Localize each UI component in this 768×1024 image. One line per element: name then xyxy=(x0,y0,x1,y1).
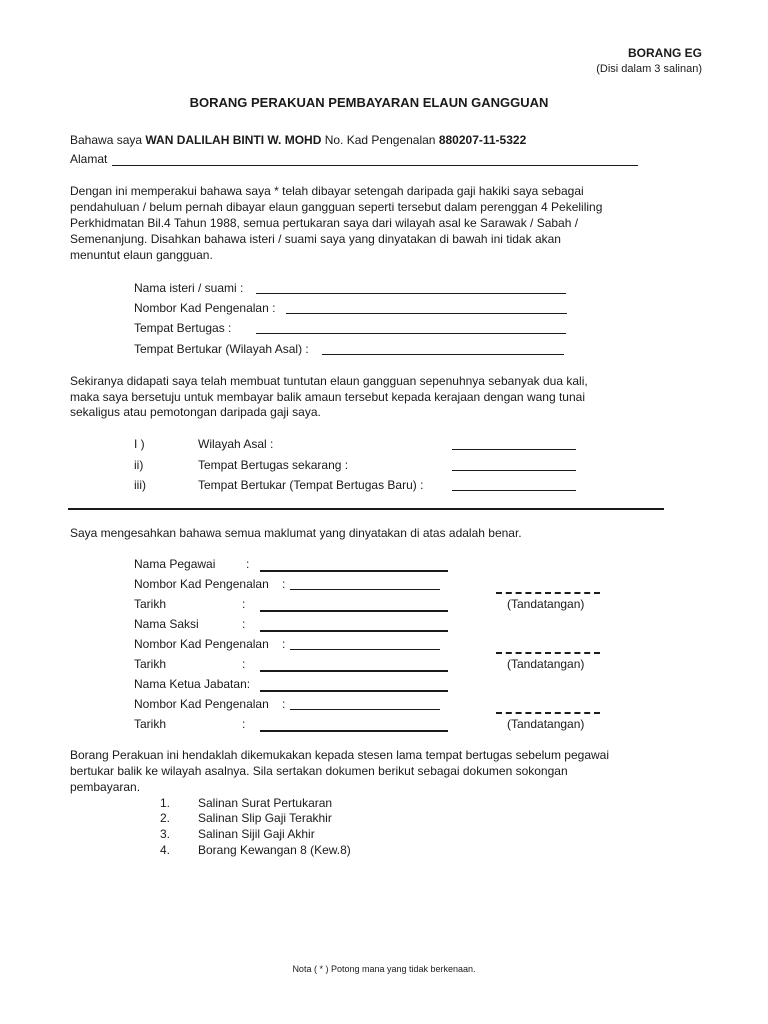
colon: : xyxy=(242,617,246,631)
address-label: Alamat xyxy=(70,152,108,166)
officer-name-label: Nama Pegawai xyxy=(134,557,216,571)
officer-signature-line[interactable] xyxy=(496,592,600,594)
head-of-department-signature-label: (Tandatangan) xyxy=(507,717,585,731)
list-item: Salinan Sijil Gaji Akhir xyxy=(198,827,315,841)
paragraph-line: sekaligus atau pemotongan daripada gaji saya. xyxy=(70,405,321,419)
paragraph-line: Borang Perakuan ini hendaklah dikemukakan kepada stesen lama tempat bertugas sebelum pegawai xyxy=(70,748,610,762)
witness-signature-line[interactable] xyxy=(496,652,600,654)
officer-name-field[interactable] xyxy=(260,570,448,572)
colon: : xyxy=(242,657,246,671)
spouse-ic-label: Nombor Kad Pengenalan : xyxy=(134,301,276,315)
spouse-ic-field[interactable] xyxy=(286,313,567,314)
list-item: Borang Kewangan 8 (Kew.8) xyxy=(198,843,351,857)
home-region-field[interactable] xyxy=(452,449,576,450)
witness-date-label: Tarikh xyxy=(134,657,167,671)
paragraph-line: maka saya bersetuju untuk membayar balik amaun tersebut kepada kerajaan dengan wang tunai xyxy=(70,390,585,404)
confirmation-text: Saya mengesahkan bahawa semua maklumat yang dinyatakan di atas adalah benar. xyxy=(70,526,522,540)
colon: : xyxy=(242,717,246,731)
list-number: 3. xyxy=(160,827,171,841)
officer-ic-label: Nombor Kad Pengenalan xyxy=(134,577,269,591)
colon: : xyxy=(242,597,246,611)
officer-date-label: Tarikh xyxy=(134,597,167,611)
list-number: 4. xyxy=(160,843,171,857)
colon: : xyxy=(246,557,250,571)
head-of-department-signature-line[interactable] xyxy=(496,712,600,714)
declarant-prefix: Bahawa saya xyxy=(70,133,143,147)
home-region-label: Wilayah Asal : xyxy=(198,437,274,451)
list-item: Salinan Slip Gaji Terakhir xyxy=(198,811,332,825)
paragraph-line: pembayaran. xyxy=(70,780,141,794)
ic-label: No. Kad Pengenalan xyxy=(324,133,436,147)
officer-signature-label: (Tandatangan) xyxy=(507,597,585,611)
list-number: 1. xyxy=(160,796,171,810)
witness-date-field[interactable] xyxy=(260,670,448,672)
spouse-name-label: Nama isteri / suami : xyxy=(134,281,244,295)
declarant-line xyxy=(70,133,526,148)
colon: : xyxy=(282,697,286,711)
item-number: I ) xyxy=(134,437,145,451)
paragraph-line: Dengan ini memperakui bahawa saya * telah dibayar setengah daripada gaji hakiki saya sebagai xyxy=(70,184,584,198)
declarant-name: WAN DALILAH BINTI W. MOHD xyxy=(145,133,322,147)
list-item: Salinan Surat Pertukaran xyxy=(198,796,333,810)
head-of-department-date-field[interactable] xyxy=(260,730,448,732)
current-workplace-field[interactable] xyxy=(452,470,576,471)
section-divider xyxy=(68,508,664,510)
item-number: iii) xyxy=(134,478,146,492)
head-of-department-name-label: Nama Ketua Jabatan: xyxy=(134,677,251,691)
colon: : xyxy=(282,577,286,591)
paragraph-line: Perkhidmatan Bil.4 Tahun 1988, semua pertukaran saya dari wilayah asal ke Sarawak / Sabah / xyxy=(70,216,579,230)
spouse-workplace-label: Tempat Bertugas : xyxy=(134,321,232,335)
paragraph-line: pendahuluan / belum pernah dibayar elaun gangguan seperti tersebut dalam perenggan 4 Pekeliling xyxy=(70,200,603,214)
footer-note: Nota ( * ) Potong mana yang tidak berkenaan. xyxy=(292,964,476,974)
spouse-workplace-field[interactable] xyxy=(256,333,566,334)
officer-ic-field[interactable] xyxy=(290,589,440,590)
new-workplace-field[interactable] xyxy=(452,490,576,491)
address-field[interactable] xyxy=(112,165,638,166)
ic-number: 880207-11-5322 xyxy=(438,133,527,147)
item-number: ii) xyxy=(134,458,144,472)
current-workplace-label: Tempat Bertugas sekarang : xyxy=(198,458,349,472)
form-title: BORANG PERAKUAN PEMBAYARAN ELAUN GANGGUAN xyxy=(189,95,549,110)
head-of-department-ic-label: Nombor Kad Pengenalan xyxy=(134,697,269,711)
new-workplace-label: Tempat Bertukar (Tempat Bertugas Baru) : xyxy=(198,478,424,492)
list-number: 2. xyxy=(160,811,171,825)
spouse-transfer-label: Tempat Bertukar (Wilayah Asal) : xyxy=(134,342,309,356)
colon: : xyxy=(282,637,286,651)
witness-name-label: Nama Saksi xyxy=(134,617,199,631)
spouse-name-field[interactable] xyxy=(256,293,566,294)
paragraph-line: Sekiranya didapati saya telah membuat tuntutan elaun gangguan sepenuhnya sebanyak dua kali, xyxy=(70,374,588,388)
paragraph-line: menuntut elaun gangguan. xyxy=(70,248,213,262)
witness-name-field[interactable] xyxy=(260,630,448,632)
head-of-department-ic-field[interactable] xyxy=(290,709,440,710)
witness-ic-field[interactable] xyxy=(290,649,440,650)
head-of-department-date-label: Tarikh xyxy=(134,717,167,731)
paragraph-line: Semenanjung. Disahkan bahawa isteri / suami saya yang dinyatakan di bawah ini tidak akan xyxy=(70,232,561,246)
copies-note: (Disi dalam 3 salinan) xyxy=(596,63,702,75)
head-of-department-name-field[interactable] xyxy=(260,690,448,692)
officer-date-field[interactable] xyxy=(260,610,448,612)
witness-signature-label: (Tandatangan) xyxy=(507,657,585,671)
spouse-transfer-field[interactable] xyxy=(322,354,564,355)
form-code: BORANG EG xyxy=(627,46,702,60)
witness-ic-label: Nombor Kad Pengenalan xyxy=(134,637,269,651)
paragraph-line: bertukar balik ke wilayah asalnya. Sila sertakan dokumen berikut sebagai dokumen sokongan xyxy=(70,764,568,778)
